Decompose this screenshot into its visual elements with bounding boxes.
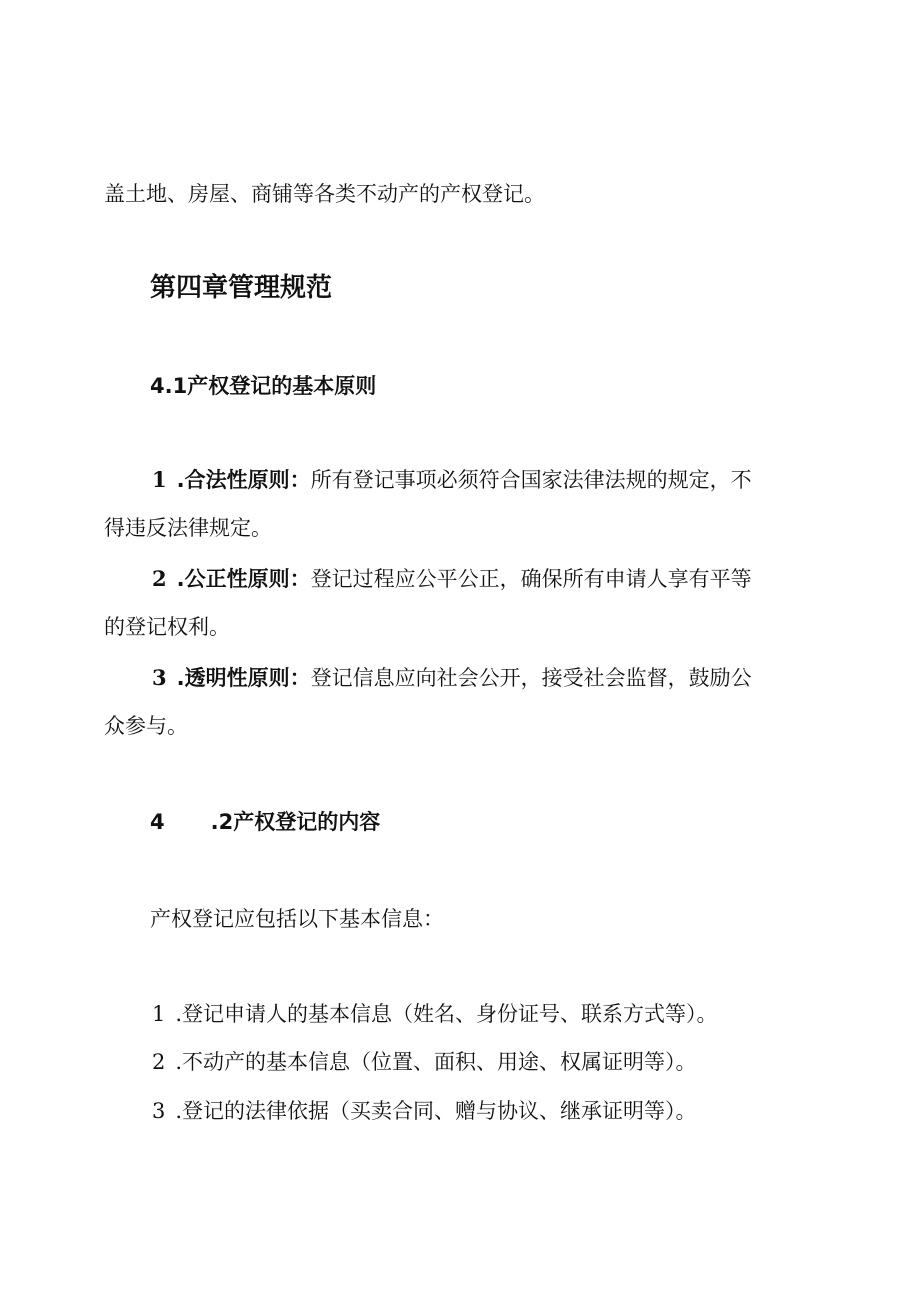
list-item-num: 2 (152, 1050, 166, 1074)
list-item-text: .不动产的基本信息（位置、面积、用途、权属证明等）。 (175, 1050, 697, 1074)
principle-1-text-line2: 得违反法律规定。 (104, 516, 272, 540)
section-4-2-heading-num: 4 (150, 810, 165, 834)
principle-3-line1 (152, 664, 752, 692)
principle-2-text-line2: 的登记权利。 (104, 615, 230, 639)
list-item (152, 1048, 697, 1076)
principle-1-text-line1: 所有登记事项必须符合国家法律法规的规定，不 (310, 468, 752, 492)
principle-2-name: .公正性原则： (176, 567, 311, 591)
section-4-2-intro: 产权登记应包括以下基本信息： (150, 907, 444, 931)
list-item (152, 1000, 718, 1028)
list-item (152, 1097, 697, 1125)
principle-2-num: 2 (152, 566, 167, 591)
list-item-num: 3 (152, 1099, 166, 1123)
principle-3-text-line2: 众参与。 (104, 714, 188, 738)
chapter-title: 第四章管理规范 (150, 273, 333, 303)
principle-3-num: 3 (152, 665, 167, 690)
principle-2-line1 (152, 565, 752, 593)
principle-1-name: .合法性原则： (176, 468, 311, 492)
section-4-2-heading (150, 808, 380, 836)
principle-1-num: 1 (152, 467, 167, 492)
section-4-1-heading: 4.1产权登记的基本原则 (150, 374, 377, 398)
principle-1-line1 (152, 466, 752, 494)
intro-fragment: 盖土地、房屋、商铺等各类不动产的产权登记。 (104, 182, 545, 206)
list-item-num: 1 (152, 1002, 166, 1026)
principle-2-text-line1: 登记过程应公平公正，确保所有申请人享有平等 (310, 567, 752, 591)
list-item-text: .登记的法律依据（买卖合同、赠与协议、继承证明等）。 (175, 1099, 697, 1123)
principle-3-name: .透明性原则： (176, 666, 311, 690)
principle-3-text-line1: 登记信息应向社会公开，接受社会监督，鼓励公 (310, 666, 752, 690)
list-item-text: .登记申请人的基本信息（姓名、身份证号、联系方式等）。 (175, 1002, 718, 1026)
section-4-2-heading-text: .2产权登记的内容 (210, 810, 381, 834)
